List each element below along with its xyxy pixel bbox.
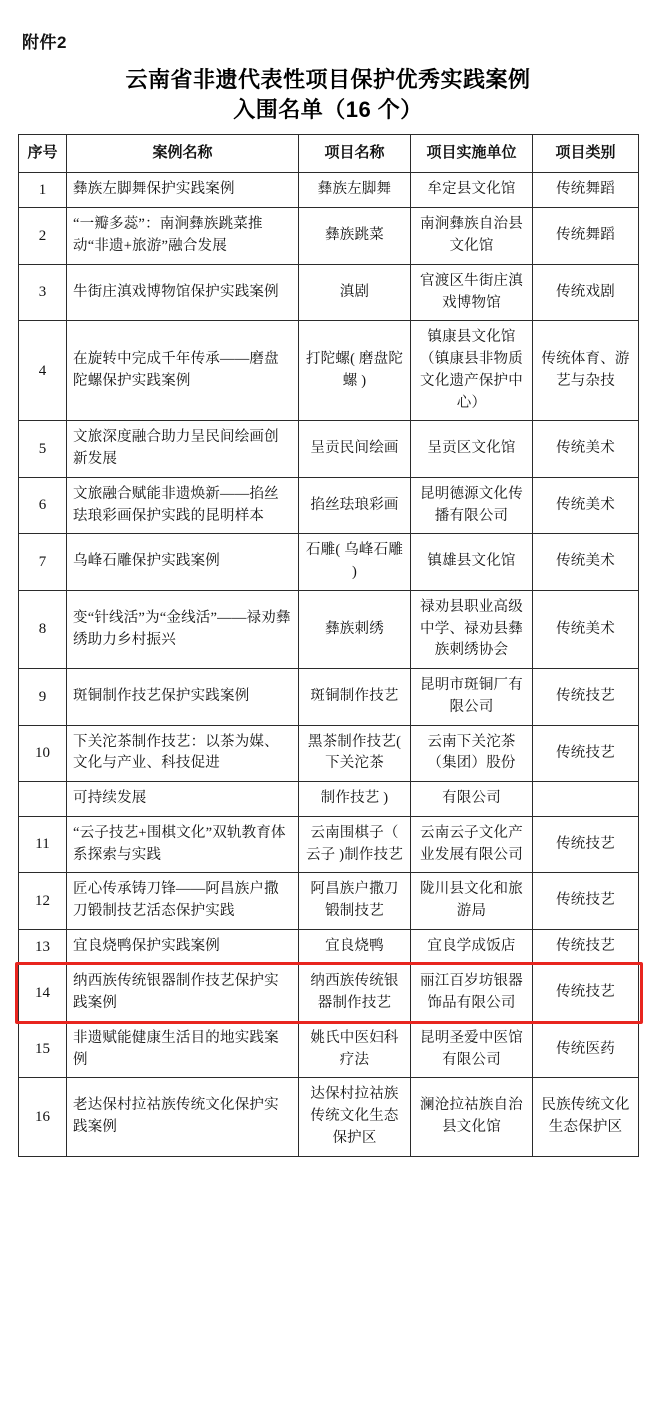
table-row — [19, 782, 639, 817]
cell-case-name: 宜良烧鸭保护实践案例 — [67, 929, 299, 965]
cell-category: 民族传统文化生态保护区 — [533, 1078, 639, 1156]
cell-project-name: 呈贡民间绘画 — [299, 421, 411, 478]
cell-project-name: 彝族刺绣 — [299, 590, 411, 668]
table-row — [19, 1021, 639, 1078]
cell-project-name: 云南围棋子（ 云子 )制作技艺 — [299, 816, 411, 873]
column-header-project-name: 项目名称 — [299, 135, 411, 173]
cell-case-name: 匠心传承铸刀锋——阿昌族户撒刀锻制技艺活态保护实践 — [67, 873, 299, 930]
column-header-no: 序号 — [19, 135, 67, 173]
cell-unit: 昆明圣爱中医馆有限公司 — [411, 1021, 533, 1078]
table-row — [19, 590, 639, 668]
cell-unit: 云南下关沱茶（集团）股份 — [411, 725, 533, 782]
cell-project-name: 黑茶制作技艺( 下关沱茶 — [299, 725, 411, 782]
cell-unit: 有限公司 — [411, 782, 533, 817]
cell-unit: 禄劝县职业高级中学、禄劝县彝族刺绣协会 — [411, 590, 533, 668]
cell-category: 传统技艺 — [533, 929, 639, 965]
cell-category: 传统技艺 — [533, 965, 639, 1022]
cell-unit: 丽江百岁坊银器饰品有限公司 — [411, 965, 533, 1022]
cell-unit: 牟定县文化馆 — [411, 172, 533, 208]
cell-case-name: 彝族左脚舞保护实践案例 — [67, 172, 299, 208]
cell-no: 8 — [19, 590, 67, 668]
cell-category: 传统体育、游艺与杂技 — [533, 321, 639, 421]
table-row — [19, 534, 639, 591]
cell-unit: 南涧彝族自治县文化馆 — [411, 208, 533, 265]
cell-project-name: 彝族左脚舞 — [299, 172, 411, 208]
cell-category: 传统技艺 — [533, 669, 639, 726]
table-row — [19, 873, 639, 930]
cell-category: 传统美术 — [533, 421, 639, 478]
cell-unit: 宜良学成饭店 — [411, 929, 533, 965]
table-row — [19, 208, 639, 265]
cell-no — [19, 782, 67, 817]
cell-case-name: 斑铜制作技艺保护实践案例 — [67, 669, 299, 726]
column-header-category: 项目类别 — [533, 135, 639, 173]
table-row — [19, 264, 639, 321]
cell-project-name: 打陀螺( 磨盘陀螺 ) — [299, 321, 411, 421]
cell-category: 传统戏剧 — [533, 264, 639, 321]
cell-project-name: 斑铜制作技艺 — [299, 669, 411, 726]
table-row — [19, 421, 639, 478]
cell-case-name: 变“针线活”为“金线活”——禄劝彝绣助力乡村振兴 — [67, 590, 299, 668]
cell-unit: 官渡区牛街庄滇戏博物馆 — [411, 264, 533, 321]
cell-no: 16 — [19, 1078, 67, 1156]
cell-no: 14 — [19, 965, 67, 1022]
cell-unit: 昆明市斑铜厂有限公司 — [411, 669, 533, 726]
cell-project-name: 姚氏中医妇科疗法 — [299, 1021, 411, 1078]
cell-no: 13 — [19, 929, 67, 965]
table-row-highlighted — [19, 965, 639, 1022]
table-row — [19, 669, 639, 726]
cell-project-name: 彝族跳菜 — [299, 208, 411, 265]
cell-no: 12 — [19, 873, 67, 930]
cell-unit: 陇川县文化和旅游局 — [411, 873, 533, 930]
cell-case-name: 文旅融合赋能非遗焕新——掐丝珐琅彩画保护实践的昆明样本 — [67, 477, 299, 534]
cell-case-name: 下关沱茶制作技艺：以茶为媒、文化与产业、科技促进 — [67, 725, 299, 782]
cell-no: 3 — [19, 264, 67, 321]
column-header-unit: 项目实施单位 — [411, 135, 533, 173]
page-title — [18, 65, 638, 124]
cell-category: 传统技艺 — [533, 873, 639, 930]
cell-case-name: 可持续发展 — [67, 782, 299, 817]
cell-unit: 昆明德源文化传播有限公司 — [411, 477, 533, 534]
cell-category: 传统医药 — [533, 1021, 639, 1078]
cell-no: 6 — [19, 477, 67, 534]
cell-case-name: 牛街庄滇戏博物馆保护实践案例 — [67, 264, 299, 321]
cell-case-name: “一瓣多蕊”：南涧彝族跳菜推动“非遗+旅游”融合发展 — [67, 208, 299, 265]
cell-no: 5 — [19, 421, 67, 478]
table-row — [19, 1078, 639, 1156]
cell-category: 传统美术 — [533, 590, 639, 668]
cell-unit: 澜沧拉祜族自治县文化馆 — [411, 1078, 533, 1156]
cell-category: 传统舞蹈 — [533, 172, 639, 208]
cell-category: 传统技艺 — [533, 725, 639, 782]
page-title-line-2: 入围名单（16 个） — [233, 96, 423, 122]
cell-project-name: 纳西族传统银器制作技艺 — [299, 965, 411, 1022]
cell-case-name: 乌峰石雕保护实践案例 — [67, 534, 299, 591]
cell-unit: 云南云子文化产业发展有限公司 — [411, 816, 533, 873]
cell-no: 2 — [19, 208, 67, 265]
cell-project-name: 阿昌族户撒刀锻制技艺 — [299, 873, 411, 930]
cell-case-name: 文旅深度融合助力呈民间绘画创新发展 — [67, 421, 299, 478]
cell-case-name: 老达保村拉祜族传统文化保护实践案例 — [67, 1078, 299, 1156]
cell-project-name: 达保村拉祜族传统文化生态保护区 — [299, 1078, 411, 1156]
cell-no: 11 — [19, 816, 67, 873]
column-header-case-name: 案例名称 — [67, 135, 299, 173]
cell-case-name: “云子技艺+围棋文化”双轨教育体系探索与实践 — [67, 816, 299, 873]
cell-unit: 镇康县文化馆（镇康县非物质文化遗产保护中心） — [411, 321, 533, 421]
cell-category: 传统技艺 — [533, 816, 639, 873]
cell-category — [533, 782, 639, 817]
cell-no: 10 — [19, 725, 67, 782]
table-row — [19, 477, 639, 534]
table-header-row — [19, 135, 639, 173]
page-title-line-1: 云南省非遗代表性项目保护优秀实践案例 — [125, 67, 531, 92]
table-row — [19, 172, 639, 208]
cell-project-name: 制作技艺 ) — [299, 782, 411, 817]
cell-unit: 呈贡区文化馆 — [411, 421, 533, 478]
cell-no: 1 — [19, 172, 67, 208]
cell-case-name: 纳西族传统银器制作技艺保护实践案例 — [67, 965, 299, 1022]
cell-unit: 镇雄县文化馆 — [411, 534, 533, 591]
cases-table — [18, 134, 639, 1156]
table-row — [19, 321, 639, 421]
attachment-label: 附件2 — [22, 33, 67, 52]
cell-no: 9 — [19, 669, 67, 726]
cell-category: 传统美术 — [533, 477, 639, 534]
table-row — [19, 929, 639, 965]
cell-category: 传统舞蹈 — [533, 208, 639, 265]
cell-case-name: 非遗赋能健康生活目的地实践案例 — [67, 1021, 299, 1078]
cell-project-name: 宜良烧鸭 — [299, 929, 411, 965]
cell-project-name: 滇剧 — [299, 264, 411, 321]
cell-project-name: 掐丝珐琅彩画 — [299, 477, 411, 534]
cell-no: 7 — [19, 534, 67, 591]
table-row — [19, 816, 639, 873]
cell-project-name: 石雕( 乌峰石雕 ) — [299, 534, 411, 591]
cell-case-name: 在旋转中完成千年传承——磨盘陀螺保护实践案例 — [67, 321, 299, 421]
cell-no: 15 — [19, 1021, 67, 1078]
table-row — [19, 725, 639, 782]
cell-category: 传统美术 — [533, 534, 639, 591]
cell-no: 4 — [19, 321, 67, 421]
